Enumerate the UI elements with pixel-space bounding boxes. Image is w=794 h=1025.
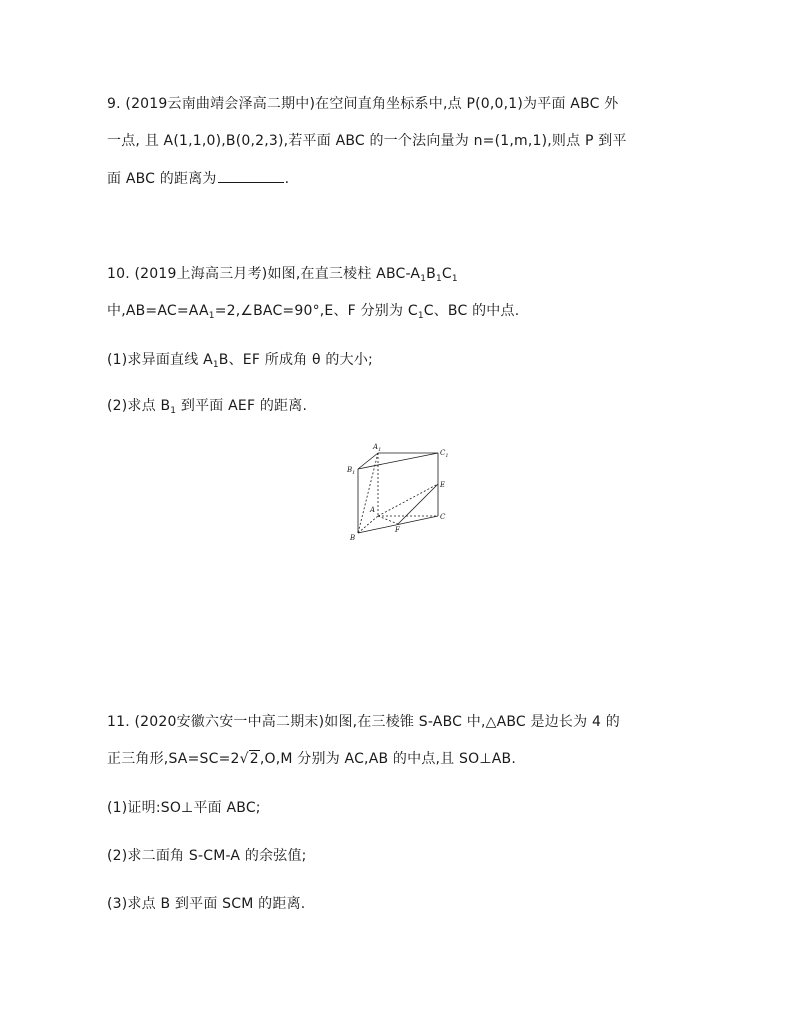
q10-line-1-c: C [441,266,452,282]
segment-a1b [358,453,378,533]
q10-line-2-b: =2,∠BAC=90°,E、F 分别为 C [214,303,418,319]
q11-line-2-a: 正三角形,SA=SC=2 [107,751,240,767]
q9-line-1: 9. (2019云南曲靖会泽高二期中)在空间直角坐标系中,点 P(0,0,1)为平面 ABC 外 [107,96,619,112]
q11-part-1: (1)证明:SO⊥平面 ABC; [107,800,261,816]
q9-line-3-text: 面 ABC 的距离为 [107,171,217,187]
edge-b1c1 [358,453,438,469]
q9-line-3 [107,168,289,189]
q11-line-2-b: ,O,M 分别为 AC,AB 的中点,且 SO⊥AB. [259,751,516,767]
q9-line-2: 一点, 且 A(1,1,0),B(0,2,3),若平面 ABC 的一个法向量为 n=(1,m,1),则点 P 到平 [107,133,627,149]
q10-line-2-c: C、BC 的中点. [423,303,520,319]
sqrt-radicand: 2 [249,751,259,767]
label-e: E [440,481,446,489]
subscript: 1 [420,274,427,284]
q10-part-2 [107,396,307,416]
q10-line-2-a: 中,AB=AC=AA [107,303,209,319]
label-b1: $B_1$ [347,466,356,476]
edge-ab [358,516,378,533]
subscript: 1 [417,311,424,321]
q11-line-2 [107,749,516,769]
q9-line-3-end: . [284,171,290,187]
label-f: F [395,526,400,534]
q10-line-1-b: B [426,266,436,282]
q10-part-2-b: 到平面 AEF 的距离. [176,398,308,414]
q11-part-2: (2)求二面角 S-CM-A 的余弦值; [107,848,307,864]
label-a: A [370,506,376,514]
q10-line-1 [107,264,458,284]
sqrt-expression: √2 [239,751,259,767]
label-c1: $C_1$ [440,449,449,459]
label-c: C [440,513,446,521]
label-b: B [350,534,356,542]
segment-ef [398,484,438,524]
subscript: 1 [435,274,442,284]
prism-figure [342,438,452,546]
subscript: 1 [208,311,215,321]
q10-part-1-a: (1)求异面直线 A [107,352,213,368]
q10-line-2 [107,301,519,321]
q10-line-1-text: 10. (2019上海高三月考)如图,在直三棱柱 ABC-A [107,266,421,282]
answer-blank[interactable] [218,168,284,183]
q11-part-3: (3)求点 B 到平面 SCM 的距离. [107,896,306,912]
subscript: 1 [212,360,219,370]
q10-part-2-a: (2)求点 B [107,398,171,414]
q11-line-1: 11. (2020安徽六安一中高二期末)如图,在三棱锥 S-ABC 中,△ABC 是边长为 4 的 [107,714,620,730]
segment-af [378,516,398,524]
subscript: 1 [170,406,177,416]
subscript: 1 [451,274,458,284]
q10-part-1-b: B、EF 所成角 θ 的大小; [218,352,373,368]
label-a1: $A_1$ [373,443,382,453]
q10-part-1 [107,350,373,370]
segment-ae [378,484,438,516]
